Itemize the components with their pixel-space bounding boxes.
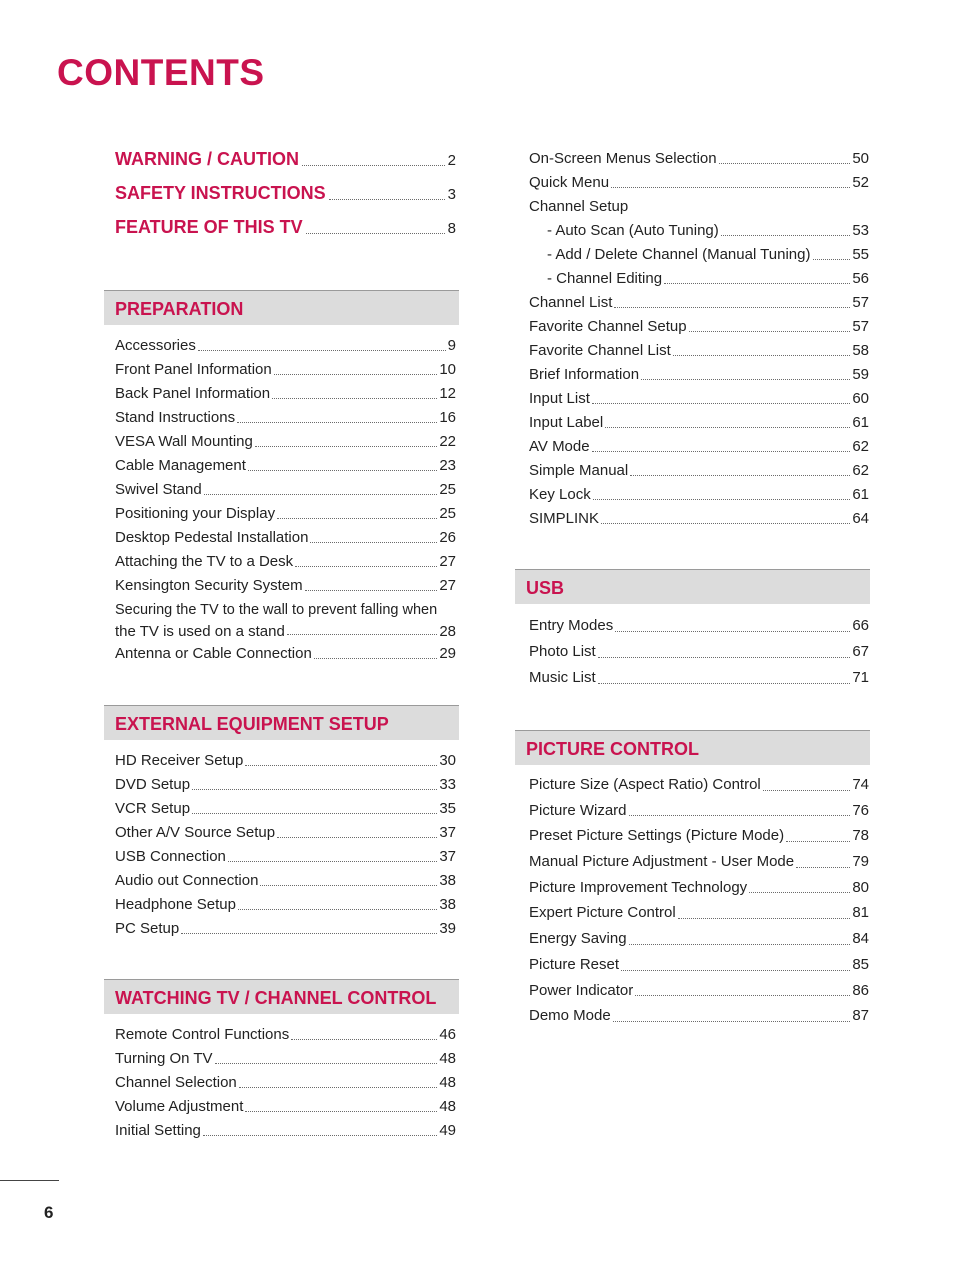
toc-page: 80	[852, 878, 869, 896]
watching-continued-list	[529, 147, 869, 531]
toc-label: VESA Wall Mounting	[115, 433, 253, 450]
toc-item[interactable]	[115, 430, 456, 454]
leader-dots	[245, 764, 437, 766]
toc-label: HD Receiver Setup	[115, 752, 244, 769]
toc-page: 74	[852, 776, 869, 793]
leader-dots	[255, 445, 437, 447]
toc-page: 16	[439, 409, 456, 426]
toc-label-line2: the TV is used on a stand	[115, 623, 285, 640]
toc-item[interactable]	[115, 1023, 456, 1047]
leader-dots	[203, 1134, 437, 1136]
toc-page: 59	[852, 366, 869, 383]
leader-dots	[621, 969, 850, 971]
toc-label: Desktop Pedestal Installation	[115, 529, 309, 546]
toc-item[interactable]	[529, 459, 869, 483]
toc-label: Music List	[529, 669, 596, 686]
toc-page: 50	[852, 150, 869, 167]
leader-dots	[786, 840, 850, 842]
leader-dots	[614, 306, 850, 308]
toc-label-line1: Securing the TV to the wall to prevent falling when	[115, 602, 438, 618]
toc-page: 56	[852, 270, 869, 287]
leader-dots	[215, 1062, 438, 1064]
toc-item[interactable]	[529, 952, 869, 978]
leader-dots	[796, 866, 850, 868]
toc-label: Energy Saving	[529, 930, 627, 948]
toc-item[interactable]	[115, 1071, 456, 1095]
toc-label: SIMPLINK	[529, 510, 600, 527]
toc-label: Front Panel Information	[115, 361, 272, 378]
toc-item[interactable]	[115, 1095, 456, 1119]
toc-item[interactable]	[115, 406, 456, 430]
toc-page: 35	[439, 800, 456, 817]
toc-label: Stand Instructions	[115, 409, 236, 426]
toc-top-item[interactable]	[115, 142, 456, 176]
toc-page: 60	[852, 390, 869, 407]
leader-dots	[181, 932, 437, 934]
toc-page: 33	[439, 776, 456, 793]
leader-dots	[605, 426, 850, 428]
leader-dots	[615, 630, 850, 632]
toc-item[interactable]	[115, 917, 456, 941]
toc-page: 9	[447, 337, 456, 354]
toc-label: Other A/V Source Setup	[115, 824, 276, 841]
toc-top-page: 3	[447, 186, 456, 203]
toc-page: 26	[439, 529, 456, 546]
toc-label: Remote Control Functions	[115, 1026, 290, 1043]
toc-page: 61	[852, 486, 869, 503]
toc-page: 76	[852, 801, 869, 819]
toc-label: Manual Picture Adjustment - User Mode	[529, 853, 795, 871]
leader-dots	[274, 373, 438, 375]
toc-page: 46	[439, 1026, 456, 1043]
toc-page: 49	[439, 1122, 456, 1139]
toc-page: 85	[852, 955, 869, 973]
toc-label: Photo List	[529, 643, 596, 660]
toc-label: Channel Setup	[529, 198, 629, 215]
leader-dots	[248, 469, 437, 471]
toc-page: 78	[852, 827, 869, 845]
toc-item[interactable]	[115, 502, 456, 526]
leader-dots	[295, 565, 437, 567]
toc-item[interactable]	[529, 315, 869, 339]
leader-dots	[329, 198, 445, 200]
toc-label: Input Label	[529, 414, 604, 431]
toc-item[interactable]	[529, 926, 869, 952]
leader-dots	[198, 349, 446, 351]
toc-label: Picture Improvement Technology	[529, 878, 748, 896]
toc-label: - Add / Delete Channel (Manual Tuning)	[547, 246, 811, 263]
toc-label: - Channel Editing	[547, 270, 663, 287]
toc-label: Attaching the TV to a Desk	[115, 553, 294, 570]
leader-dots	[721, 234, 851, 236]
toc-label: Initial Setting	[115, 1122, 201, 1139]
leader-dots	[763, 789, 851, 791]
toc-item[interactable]	[529, 613, 869, 639]
toc-item[interactable]	[115, 869, 456, 893]
toc-page: 86	[852, 981, 869, 999]
toc-item[interactable]	[115, 1047, 456, 1071]
leader-dots	[302, 164, 445, 166]
toc-label: Demo Mode	[529, 1007, 611, 1025]
leader-dots	[598, 682, 851, 684]
leader-dots	[601, 522, 850, 524]
leader-dots	[611, 186, 850, 188]
toc-label: Cable Management	[115, 457, 246, 474]
toc-label: Picture Reset	[529, 955, 620, 973]
toc-item[interactable]	[115, 574, 456, 598]
toc-item[interactable]	[115, 773, 456, 797]
toc-top-item[interactable]	[115, 210, 456, 244]
toc-item[interactable]	[115, 454, 456, 478]
toc-label: Kensington Security System	[115, 577, 303, 594]
toc-page: 64	[852, 510, 869, 527]
toc-label: Power Indicator	[529, 981, 634, 999]
toc-top-page: 8	[447, 220, 456, 237]
toc-page: 66	[852, 617, 869, 634]
toc-top-label: WARNING / CAUTION	[115, 149, 299, 169]
toc-label: Picture Size (Aspect Ratio) Control	[529, 776, 761, 793]
toc-item[interactable]	[115, 797, 456, 821]
toc-label: - Auto Scan (Auto Tuning)	[547, 222, 719, 239]
toc-page: 84	[852, 930, 869, 948]
leader-dots	[237, 421, 437, 423]
page-number: 6	[44, 1203, 54, 1222]
toc-item[interactable]	[529, 507, 869, 531]
leader-dots	[287, 633, 437, 635]
toc-label: On-Screen Menus Selection	[529, 150, 717, 167]
toc-page: 48	[439, 1074, 456, 1091]
leader-dots	[291, 1038, 437, 1040]
toc-label: Audio out Connection	[115, 872, 259, 889]
leader-dots	[306, 232, 445, 234]
section-header-external: EXTERNAL EQUIPMENT SETUP	[104, 705, 459, 740]
leader-dots	[629, 814, 851, 816]
toc-item[interactable]	[529, 1003, 869, 1029]
toc-page: 12	[439, 385, 456, 402]
toc-page: 61	[852, 414, 869, 431]
toc-item-wrapped[interactable]	[115, 598, 456, 642]
toc-top-label: SAFETY INSTRUCTIONS	[115, 183, 326, 203]
section-header-preparation: PREPARATION	[104, 290, 459, 325]
toc-label: Back Panel Information	[115, 385, 271, 402]
watching-list	[115, 1023, 456, 1143]
toc-item[interactable]	[529, 772, 869, 798]
leader-dots	[749, 891, 850, 893]
leader-dots	[678, 917, 851, 919]
toc-page: 39	[439, 920, 456, 937]
toc-label: Brief Information	[529, 366, 640, 383]
toc-page: 67	[852, 643, 869, 660]
toc-label: Input List	[529, 390, 590, 407]
toc-page: 48	[439, 1098, 456, 1115]
toc-label: Key Lock	[529, 486, 591, 503]
toc-label: AV Mode	[529, 438, 590, 455]
toc-label: Simple Manual	[529, 462, 629, 479]
toc-page: 57	[852, 294, 869, 311]
toc-item[interactable]	[115, 821, 456, 845]
leader-dots	[272, 397, 437, 399]
toc-page: 58	[852, 342, 869, 359]
leader-dots	[592, 450, 851, 452]
toc-label: Accessories	[115, 337, 196, 354]
leader-dots	[228, 860, 437, 862]
toc-item[interactable]	[529, 411, 869, 435]
toc-item[interactable]	[529, 900, 869, 926]
toc-page: 27	[439, 553, 456, 570]
leader-dots	[592, 402, 850, 404]
toc-page: 87	[852, 1007, 869, 1025]
toc-label: Headphone Setup	[115, 896, 236, 913]
toc-item[interactable]	[529, 339, 869, 363]
leader-dots	[593, 498, 851, 500]
toc-item[interactable]	[115, 478, 456, 502]
toc-page: 38	[439, 896, 456, 913]
toc-page: 55	[852, 246, 869, 263]
toc-item[interactable]	[529, 483, 869, 507]
toc-label: Turning On TV	[115, 1050, 213, 1067]
leader-dots	[305, 589, 438, 591]
external-list	[115, 749, 456, 941]
toc-item[interactable]	[115, 358, 456, 382]
section-header-watching: WATCHING TV / CHANNEL CONTROL	[104, 979, 459, 1014]
leader-dots	[689, 330, 851, 332]
toc-item[interactable]	[115, 526, 456, 550]
leader-dots	[598, 656, 851, 658]
leader-dots	[673, 354, 851, 356]
toc-item[interactable]	[529, 363, 869, 387]
toc-label: USB Connection	[115, 848, 226, 865]
leader-dots	[245, 1110, 437, 1112]
toc-label: Preset Picture Settings (Picture Mode)	[529, 827, 785, 845]
toc-page: 37	[439, 824, 456, 841]
top-items	[115, 142, 456, 244]
toc-item[interactable]	[529, 978, 869, 1004]
toc-item[interactable]	[529, 665, 869, 691]
toc-page: 28	[439, 623, 456, 640]
section-header-usb: USB	[515, 569, 870, 604]
leader-dots	[629, 943, 851, 945]
toc-subitem[interactable]	[529, 267, 869, 291]
toc-label: Favorite Channel Setup	[529, 318, 687, 335]
toc-label: Entry Modes	[529, 617, 614, 634]
toc-page: 29	[439, 645, 456, 662]
toc-item[interactable]	[115, 749, 456, 773]
toc-item[interactable]	[115, 550, 456, 574]
toc-item[interactable]	[115, 642, 456, 666]
toc-item[interactable]	[115, 893, 456, 917]
leader-dots	[277, 517, 437, 519]
toc-item[interactable]	[529, 195, 869, 219]
toc-label: Favorite Channel List	[529, 342, 671, 359]
toc-item[interactable]	[529, 823, 869, 849]
toc-item[interactable]	[529, 147, 869, 171]
leader-dots	[635, 994, 850, 996]
toc-label: Antenna or Cable Connection	[115, 645, 312, 662]
toc-item[interactable]	[115, 382, 456, 406]
toc-subitem[interactable]	[529, 243, 869, 267]
picture-list	[529, 772, 869, 1029]
preparation-list	[115, 334, 456, 666]
toc-item[interactable]	[529, 387, 869, 411]
toc-top-label: FEATURE OF THIS TV	[115, 217, 303, 237]
toc-item[interactable]	[115, 1119, 456, 1143]
toc-page: 48	[439, 1050, 456, 1067]
toc-page: 30	[439, 752, 456, 769]
leader-dots	[277, 836, 437, 838]
toc-item[interactable]	[529, 849, 869, 875]
toc-page: 27	[439, 577, 456, 594]
toc-label: Channel List	[529, 294, 613, 311]
leader-dots	[719, 162, 851, 164]
section-header-picture: PICTURE CONTROL	[515, 730, 870, 765]
toc-page: 62	[852, 462, 869, 479]
leader-dots	[641, 378, 850, 380]
leader-dots	[192, 812, 437, 814]
toc-label: Picture Wizard	[529, 801, 627, 819]
usb-list	[529, 613, 869, 691]
leader-dots	[314, 657, 438, 659]
leader-dots	[260, 884, 437, 886]
toc-item[interactable]	[529, 798, 869, 824]
toc-page: 25	[439, 481, 456, 498]
toc-item[interactable]	[529, 639, 869, 665]
leader-dots	[238, 908, 437, 910]
leader-dots	[192, 788, 437, 790]
toc-label: VCR Setup	[115, 800, 191, 817]
toc-label: Quick Menu	[529, 174, 610, 191]
toc-label: PC Setup	[115, 920, 180, 937]
toc-page: 23	[439, 457, 456, 474]
toc-item[interactable]	[529, 171, 869, 195]
toc-top-page: 2	[447, 152, 456, 169]
toc-page: 62	[852, 438, 869, 455]
leader-dots	[613, 1020, 851, 1022]
leader-dots	[630, 474, 850, 476]
toc-item[interactable]	[529, 435, 869, 459]
toc-label: Volume Adjustment	[115, 1098, 244, 1115]
toc-page: 25	[439, 505, 456, 522]
page-title: CONTENTS	[57, 52, 265, 93]
toc-top-item[interactable]	[115, 176, 456, 210]
toc-item[interactable]	[529, 875, 869, 901]
leader-dots	[239, 1086, 438, 1088]
footer-rule	[0, 1180, 59, 1181]
toc-label: Swivel Stand	[115, 481, 202, 498]
toc-label: Positioning your Display	[115, 505, 276, 522]
toc-item[interactable]	[529, 291, 869, 315]
toc-label: Channel Selection	[115, 1074, 237, 1091]
toc-page: 79	[852, 853, 869, 871]
leader-dots	[813, 258, 851, 260]
toc-item[interactable]	[115, 334, 456, 358]
toc-page: 57	[852, 318, 869, 335]
leader-dots	[204, 493, 438, 495]
toc-label: Expert Picture Control	[529, 904, 676, 922]
leader-dots	[664, 282, 850, 284]
toc-label: DVD Setup	[115, 776, 191, 793]
toc-page: 52	[852, 174, 869, 191]
toc-page: 38	[439, 872, 456, 889]
toc-page: 37	[439, 848, 456, 865]
toc-page: 10	[439, 361, 456, 378]
leader-dots	[310, 541, 437, 543]
toc-page: 81	[852, 904, 869, 922]
toc-item[interactable]	[115, 845, 456, 869]
toc-label-line2-row	[115, 621, 456, 642]
toc-page: 71	[852, 669, 869, 686]
toc-subitem[interactable]	[529, 219, 869, 243]
toc-page: 53	[852, 222, 869, 239]
toc-page: 22	[439, 433, 456, 450]
